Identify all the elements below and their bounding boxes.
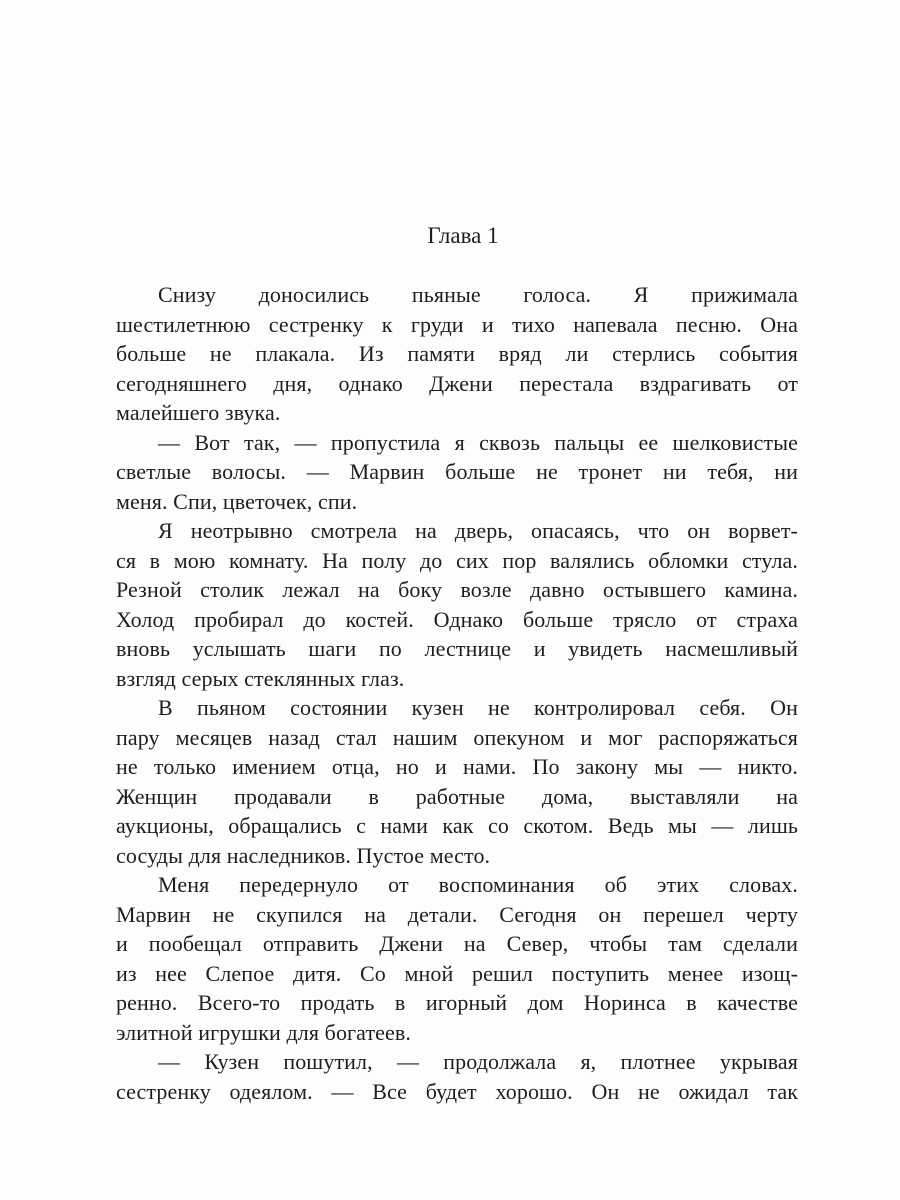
text-line: взгляд серых стеклянных глаз. [116,665,405,691]
text-line: Снизу доносились пьяные голоса. Я прижимала [158,282,798,307]
text-line: Я неотрывно смотрела на дверь, опасаясь, что он ворвет- [158,518,798,543]
text-line: Марвин не скупился на детали. Сегодня он перешел черту [116,901,798,927]
text-line: сосуды для наследников. Пустое место. [116,842,491,868]
text-line: В пьяном состоянии кузен не контролировал себя. Он [158,695,798,720]
text-line: Холод пробирал до костей. Однако больше трясло от страха [116,606,798,632]
text-line: сегодняшнего дня, однако Джени перестала вздрагивать от [116,370,798,396]
text-line: меня. Спи, цветочек, спи. [116,488,358,514]
text-line: элитной игрушки для богатеев. [116,1019,412,1045]
text-line: вновь услышать шаги по лестнице и увидеть насмешливый [116,636,798,661]
text-line: — Вот так, — пропустила я сквозь пальцы ее шелковистые [158,429,798,455]
text-line: малейшего звука. [116,400,281,425]
text-line: Меня передернуло от воспоминания об этих словах. [158,872,798,897]
text-line: и пообещал отправить Джени на Север, чтобы там сделали [116,931,798,956]
text-line: больше не плакала. Из памяти вряд ли стерлись события [116,341,798,366]
text-line: пару месяцев назад стал нашим опекуном и мог распоряжаться [116,724,798,750]
text-line: Женщин продавали в работные дома, выставляли на [116,783,798,809]
text-line: не только имением отца, но и нами. По закону мы — никто. [116,754,798,779]
chapter-title: Глава 1 [427,223,499,248]
text-line: сестренку одеялом. — Все будет хорошо. Он не ожидал так [116,1078,798,1104]
text-line: светлые волосы. — Марвин больше не тронет ни тебя, ни [116,459,798,484]
text-line: ренно. Всего-то продать в игорный дом Норинса в качестве [116,990,798,1015]
text-line: аукционы, обращались с нами как со скотом. Ведь мы — лишь [116,813,798,838]
text-line: Резной столик лежал на боку возле давно остывшего камина. [116,577,798,602]
text-block [116,280,798,1106]
text-line: ся в мою комнату. На полу до сих пор валялись обломки стула. [116,547,798,573]
text-line: из нее Слепое дитя. Со мной решил поступить менее изощ- [116,960,798,986]
text-line: — Кузен пошутил, — продолжала я, плотнее укрывая [158,1049,798,1074]
text-line: шестилетнюю сестренку к груди и тихо напевала песню. Она [116,311,798,337]
